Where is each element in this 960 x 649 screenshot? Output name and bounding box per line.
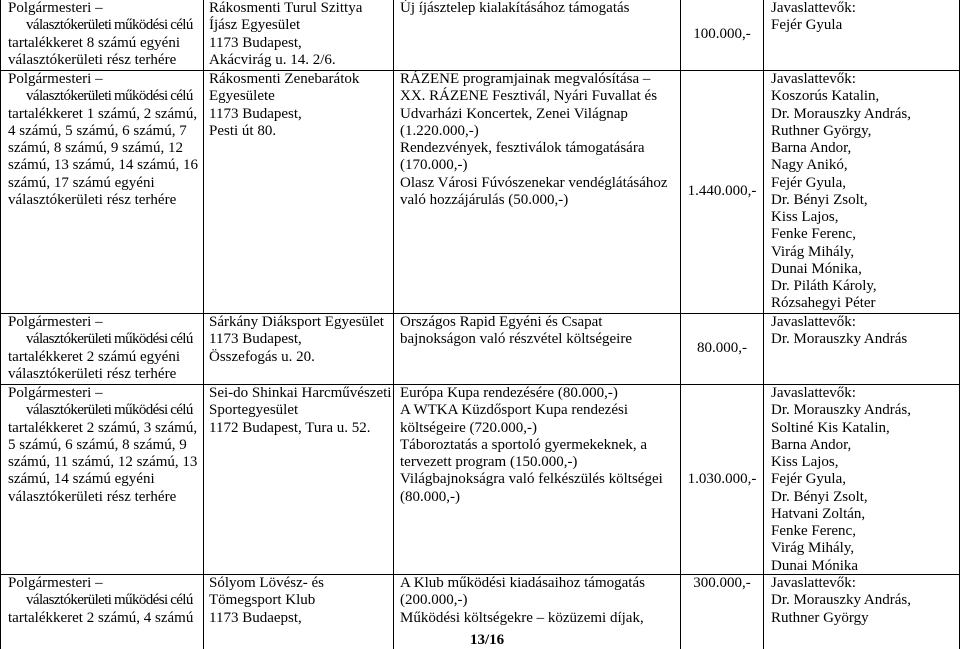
applicant-line: Rákosmenti Turul Szittya	[209, 0, 363, 16]
proposers-cell	[764, 314, 960, 385]
proposer-line: Dr. Bényi Zsolt,	[771, 488, 868, 505]
proposer-line: Barna Andor,	[771, 436, 852, 453]
purpose-cell	[394, 71, 681, 314]
applicant-cell	[204, 0, 394, 71]
budget-source-line: számú, 13 számú, 14 számú, 16	[8, 157, 198, 174]
applicant-cell	[204, 71, 394, 314]
proposer-line: Fenke Ferenc,	[771, 523, 856, 539]
applicant-line: Sei-do Shinkai Harcművészeti	[209, 385, 392, 401]
applicant-line: 1173 Budapest,	[209, 34, 302, 51]
applicant-line: Tömegsport Klub	[209, 592, 316, 609]
budget-source-line: számú, 8 számú, 9 számú, 12	[8, 140, 183, 156]
proposer-line: Dr. Morauszky András,	[771, 105, 911, 122]
purpose-line: Működési költségekre – közüzemi díjak,	[400, 609, 644, 626]
page-number: 13/16	[470, 632, 505, 648]
amount-cell	[681, 314, 764, 385]
budget-source-line: választókerületi működési célú	[26, 17, 193, 34]
budget-source-cell	[0, 385, 204, 575]
proposer-line: Dunai Mónika	[771, 557, 859, 574]
budget-source-cell	[0, 71, 204, 314]
amount-cell	[681, 385, 764, 575]
amount-value: 100.000,-	[693, 26, 751, 43]
applicant-line: 1172 Budapest, Tura u. 52.	[209, 419, 371, 436]
budget-source-line: Polgármesteri –	[8, 314, 103, 330]
proposer-line: Dunai Mónika,	[771, 260, 862, 277]
budget-source-line: Polgármesteri –	[8, 575, 103, 591]
applicant-line: Pesti út 80.	[209, 122, 277, 139]
proposer-line: Ruthner György,	[771, 122, 872, 139]
purpose-line: (80.000,-)	[400, 488, 460, 505]
proposer-line: Ruthner György	[771, 609, 869, 626]
purpose-line: Rendezvények, fesztiválok támogatására	[400, 140, 645, 156]
purpose-line: való hozzájárulás (50.000,-)	[400, 191, 569, 208]
applicant-line: Akácvirág u. 14. 2/6.	[209, 51, 336, 68]
purpose-line: tervezett program (150.000,-)	[400, 454, 578, 470]
budget-source-line: választókerületi rész terhére	[8, 488, 177, 505]
proposer-line: Soltiné Kis Katalin,	[771, 419, 890, 436]
proposer-line: Dr. Morauszky András	[771, 331, 908, 348]
proposer-line: Kiss Lajos,	[771, 209, 839, 225]
purpose-line: költségeire (720.000,-)	[400, 419, 538, 436]
purpose-line: bajnokságon való részvétel költségeire	[400, 331, 633, 348]
purpose-cell	[394, 575, 681, 649]
budget-source-line: tartalékkeret 1 számú, 2 számú,	[8, 105, 198, 122]
purpose-line: XX. RÁZENE Fesztivál, Nyári Fuvallat és	[400, 88, 658, 105]
applicant-cell	[204, 385, 394, 575]
purpose-line: Táboroztatás a sportoló gyermekeknek, a	[400, 436, 647, 453]
budget-source-line: Polgármesteri –	[8, 0, 103, 16]
proposers-cell	[764, 0, 960, 71]
budget-source-line: számú, 14 számú egyéni	[8, 471, 155, 488]
purpose-line: (1.220.000,-)	[400, 122, 479, 139]
budget-source-line: számú, 17 számú egyéni	[8, 174, 155, 191]
budget-source-line: választókerületi működési célú	[26, 331, 193, 348]
applicant-line: 1173 Budaepst,	[209, 609, 302, 626]
budget-source-line: 4 számú, 5 számú, 6 számú, 7	[8, 122, 187, 139]
purpose-line: Országos Rapid Egyéni és Csapat	[400, 314, 603, 330]
applicant-line: Íjász Egyesület	[209, 17, 301, 34]
proposer-line: Dr. Piláth Károly,	[771, 278, 877, 294]
proposer-line: Hatvani Zoltán,	[771, 505, 866, 522]
budget-source-line: választókerületi rész terhére	[8, 365, 177, 382]
purpose-line: Udvarházi Koncertek, Zenei Világnap	[400, 105, 628, 122]
purpose-line: Olasz Városi Fúvószenekar vendéglátásához	[400, 174, 668, 191]
budget-source-line: tartalékkeret 2 számú, 4 számú	[8, 609, 194, 626]
proposer-line: Fejér Gyula,	[771, 471, 846, 488]
budget-source-line: választókerületi működési célú	[26, 592, 193, 609]
budget-source-cell	[0, 314, 204, 385]
purpose-line: (200.000,-)	[400, 592, 468, 609]
proposers-cell	[764, 575, 960, 649]
proposer-line: Virág Mihály,	[771, 540, 855, 557]
proposer-line: Fejér Gyula	[771, 17, 843, 34]
proposer-line: Kiss Lajos,	[771, 454, 839, 470]
budget-source-line: Polgármesteri –	[8, 385, 103, 401]
purpose-cell	[394, 385, 681, 575]
budget-source-line: választókerületi rész terhére	[8, 191, 177, 208]
proposer-line: Dr. Morauszky András,	[771, 592, 911, 609]
proposer-line: Javaslattevők:	[771, 575, 856, 591]
proposer-line: Javaslattevők:	[771, 314, 856, 330]
budget-source-line: tartalékkeret 2 számú, 3 számú,	[8, 419, 198, 436]
amount-cell	[681, 71, 764, 314]
proposer-line: Nagy Anikó,	[771, 157, 848, 174]
budget-source-line: Polgármesteri –	[8, 71, 103, 87]
proposer-line: Javaslattevők:	[771, 0, 856, 16]
purpose-cell	[394, 0, 681, 71]
budget-source-line: tartalékkeret 2 számú egyéni	[8, 348, 181, 365]
purpose-line: Európa Kupa rendezésére (80.000,-)	[400, 385, 618, 401]
amount-cell	[681, 0, 764, 71]
proposer-line: Fejér Gyula,	[771, 174, 846, 191]
budget-source-cell	[0, 575, 204, 649]
purpose-cell	[394, 314, 681, 385]
purpose-line: (170.000,-)	[400, 157, 468, 174]
budget-source-line: választókerületi működési célú	[26, 88, 193, 105]
applicant-line: Sólyom Lövész- és	[209, 575, 324, 591]
proposer-line: Barna Andor,	[771, 140, 852, 156]
budget-source-line: 5 számú, 6 számú, 8 számú, 9	[8, 436, 187, 453]
proposer-line: Dr. Morauszky András,	[771, 402, 911, 419]
budget-source-cell	[0, 0, 204, 71]
proposer-line: Fenke Ferenc,	[771, 226, 856, 243]
amount-value: 1.030.000,-	[687, 470, 757, 487]
applicant-line: 1173 Budapest,	[209, 105, 302, 122]
proposer-line: Rózsahegyi Péter	[771, 295, 876, 312]
budget-source-line: számú, 11 számú, 12 számú, 13	[8, 454, 198, 470]
proposer-line: Virág Mihály,	[771, 243, 855, 260]
applicant-line: Sportegyesület	[209, 402, 299, 419]
amount-value: 300.000,-	[693, 575, 751, 591]
proposer-line: Dr. Bényi Zsolt,	[771, 191, 868, 208]
purpose-line: Új íjásztelep kialakításához támogatás	[400, 0, 630, 16]
applicant-line: Összefogás u. 20.	[209, 348, 315, 365]
applicant-line: 1173 Budapest,	[209, 331, 302, 348]
amount-value: 80.000,-	[697, 340, 747, 357]
purpose-line: RÁZENE programjainak megvalósítása –	[400, 71, 651, 87]
budget-source-line: választókerületi rész terhére	[8, 51, 177, 68]
proposer-line: Koszorús Katalin,	[771, 88, 880, 105]
applicant-line: Egyesülete	[209, 88, 275, 105]
applicant-cell	[204, 314, 394, 385]
applicant-line: Sárkány Diáksport Egyesület	[209, 314, 384, 330]
purpose-line: A WTKA Küzdősport Kupa rendezési	[400, 402, 629, 419]
proposer-line: Javaslattevők:	[771, 71, 856, 87]
applicant-cell	[204, 575, 394, 649]
purpose-line: Világbajnokságra való felkészülés költségei	[400, 471, 663, 488]
budget-source-line: tartalékkeret 8 számú egyéni	[8, 34, 181, 51]
budget-source-line: választókerületi működési célú	[26, 402, 193, 419]
proposer-line: Javaslattevők:	[771, 385, 856, 401]
amount-value: 1.440.000,-	[687, 183, 757, 200]
proposers-cell	[764, 71, 960, 314]
purpose-line: A Klub működési kiadásaihoz támogatás	[400, 575, 645, 591]
applicant-line: Rákosmenti Zenebarátok	[209, 71, 360, 87]
amount-cell	[681, 575, 764, 649]
proposers-cell	[764, 385, 960, 575]
